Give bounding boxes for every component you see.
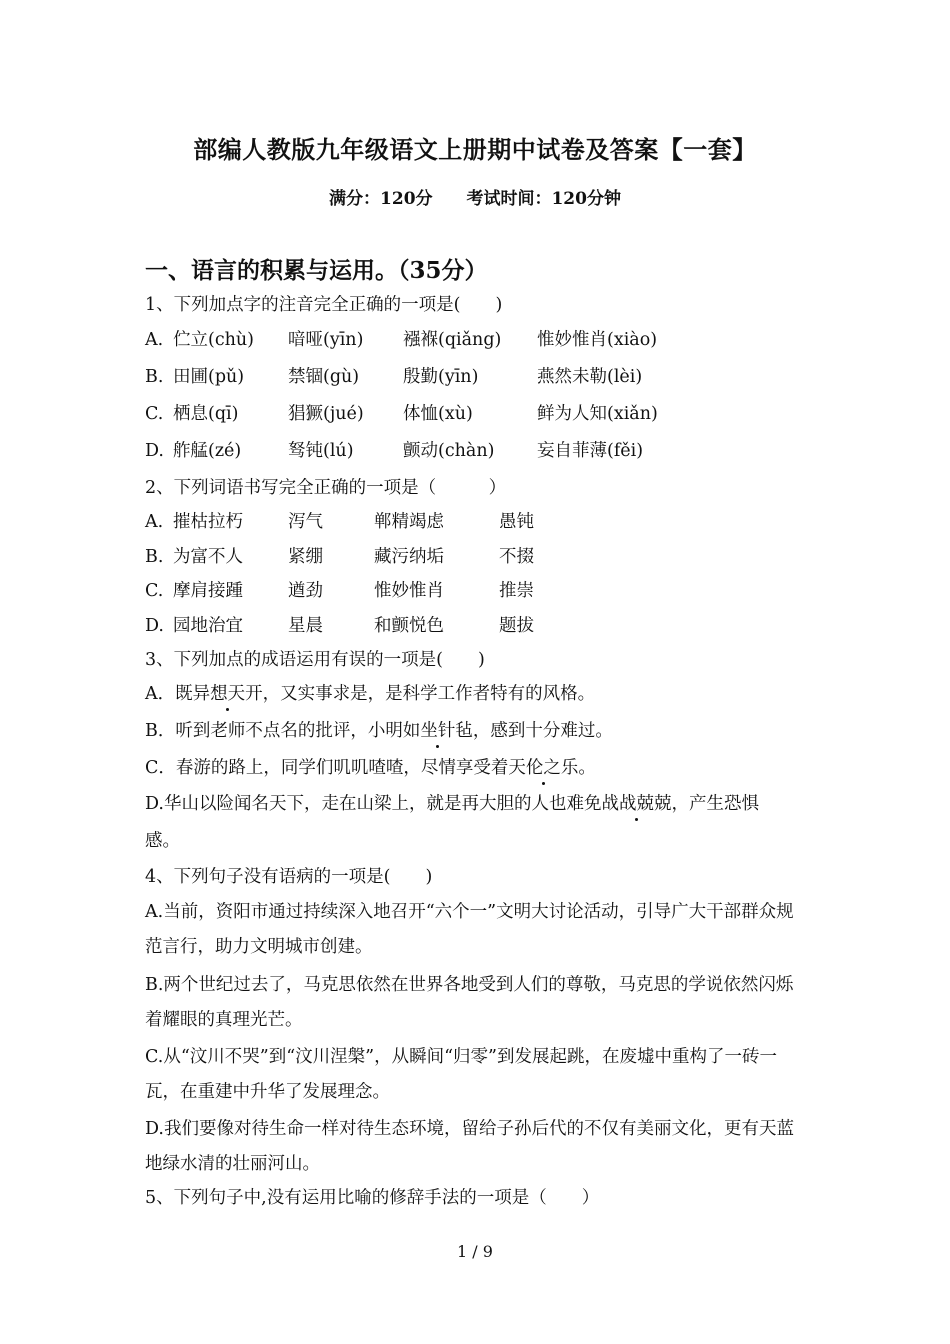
question-3-stem: 3、下列加点的成语运用有误的一项是( ) <box>145 650 485 670</box>
page-number: 1 / 9 <box>457 1242 493 1261</box>
question-2-stem: 2、下列词语书写完全正确的一项是（ ） <box>145 478 507 498</box>
question-5-stem: 5、下列句子中,没有运用比喻的修辞手法的一项是（ ） <box>145 1188 600 1208</box>
full-score: 满分：120分 <box>329 189 433 209</box>
q3-option-d-continued: 感。 <box>145 831 180 851</box>
question-4-stem: 4、下列句子没有语病的一项是( ) <box>145 867 433 887</box>
dotted-idiom: 战战兢兢 <box>601 794 672 814</box>
question-1-stem: 1、下列加点字的注音完全正确的一项是( ) <box>145 295 503 315</box>
q4-option-b: B.两个世纪过去了，马克思依然在世界各地受到人们的尊敬，马克思的学说依然闪烁着耀眼的真理光芒。 <box>145 975 794 1030</box>
q4-option-c: C.从“汶川不哭”到“汶川涅槃”，从瞬间“归零”到发展起跳，在废墟中重构了一砖一瓦，在重建中升华了发展理念。 <box>145 1047 778 1102</box>
q3-option-d: D.华山以险闻名天下，走在山梁上，就是再大胆的人也难免战战兢兢，产生恐惧 <box>145 794 759 814</box>
q4-option-a: A.当前，资阳市通过持续深入地召开“六个一”文明大讨论活动，引导广大干部群众规范言行，助力文明城市创建。 <box>145 902 794 957</box>
q4-option-d: D.我们要像对待生命一样对待生态环境，留给子孙后代的不仅有美丽文化，更有天蓝地绿水清的壮丽河山。 <box>145 1119 794 1174</box>
q3-option-b: B．听到老师不点名的批评，小明如坐针毡，感到十分难过。 <box>145 721 613 741</box>
q3-option-a: A．既异想天开，又实事求是，是科学工作者特有的风格。 <box>145 684 596 704</box>
dotted-idiom: 异想天开 <box>192 684 263 704</box>
exam-time: 考试时间：120分钟 <box>466 189 621 209</box>
exam-subtitle <box>0 184 950 209</box>
exam-title: 部编人教版九年级语文上册期中试卷及答案【一套】 <box>193 135 757 164</box>
exam-page: 部编人教版九年级语文上册期中试卷及答案【一套】 满分：120分 考试时间：120分钟 一、语言的积累与运用。（35分） 1、下列加点字的注音完全正确的一项是( ) A. 伫立(chù) 喑哑(yīn) 襁褓(qiǎng) 惟妙惟肖(xiào) B. 田圃(pǔ) 禁锢(gù) 殷勤(yīn) 燕然未勒(lèi) C. 栖息(qī) 猖獗(jué) 体恤(xù) 鲜为人知(xiǎn) D. 舴艋(zé) 驽钝(lú) 颤动(chàn) 妄自菲薄(fěi) 2、下列词语书写完全正确的一项是（ ） A. 摧枯拉朽 泻气 郸精竭虑 愚钝 B. 为富不人 紧绷 藏污纳垢 不掇 C. 摩肩接踵 遒劲 惟妙惟肖 推崇 D. 园地治宜 星晨 和颤悦色 题拔 3、下列加点的成语运用有误的一项是( ) A．既异想天开，又实事求是，是科学工作者特有的风格。 B．听到老师不点名的批评，小明如坐针毡，感到十分难过。 C．春游的路上，同学们叽叽喳喳，尽情享受着天伦之乐。 D.华山以险闻名天下，走在山梁上，就是再大胆的人也难免战战兢兢，产生恐惧 感。 4、下列句子没有语病的一项是( ) A.当前，资阳市通过持续深入地召开“六个一”文明大讨论活动，引导广大干部群众规范言行，助力文明城市创建。 B.两个世纪过去了，马克思依然在世界各地受到人们的尊敬，马克思的学说依然闪烁着耀眼的真理光芒。 C.从“汶川不哭”到“汶川涅槃”，从瞬间“归零”到发展起跳，在废墟中重构了一砖一瓦，在重建中升华了发展理念。 D.我们要像对待生命一样对待生态环境，留给子孙后代的不仅有美丽文化，更有天蓝地绿水清的壮丽河山。 5、下列句子中,没有运用比喻的修辞手法的一项是（ ） 1 / 9 <box>0 0 950 1344</box>
dotted-idiom: 天伦之乐 <box>508 758 579 778</box>
dotted-idiom: 如坐针毡 <box>402 721 473 741</box>
section-heading: 一、语言的积累与运用。（35分） <box>145 257 488 284</box>
q3-option-c: C．春游的路上，同学们叽叽喳喳，尽情享受着天伦之乐。 <box>145 758 596 778</box>
